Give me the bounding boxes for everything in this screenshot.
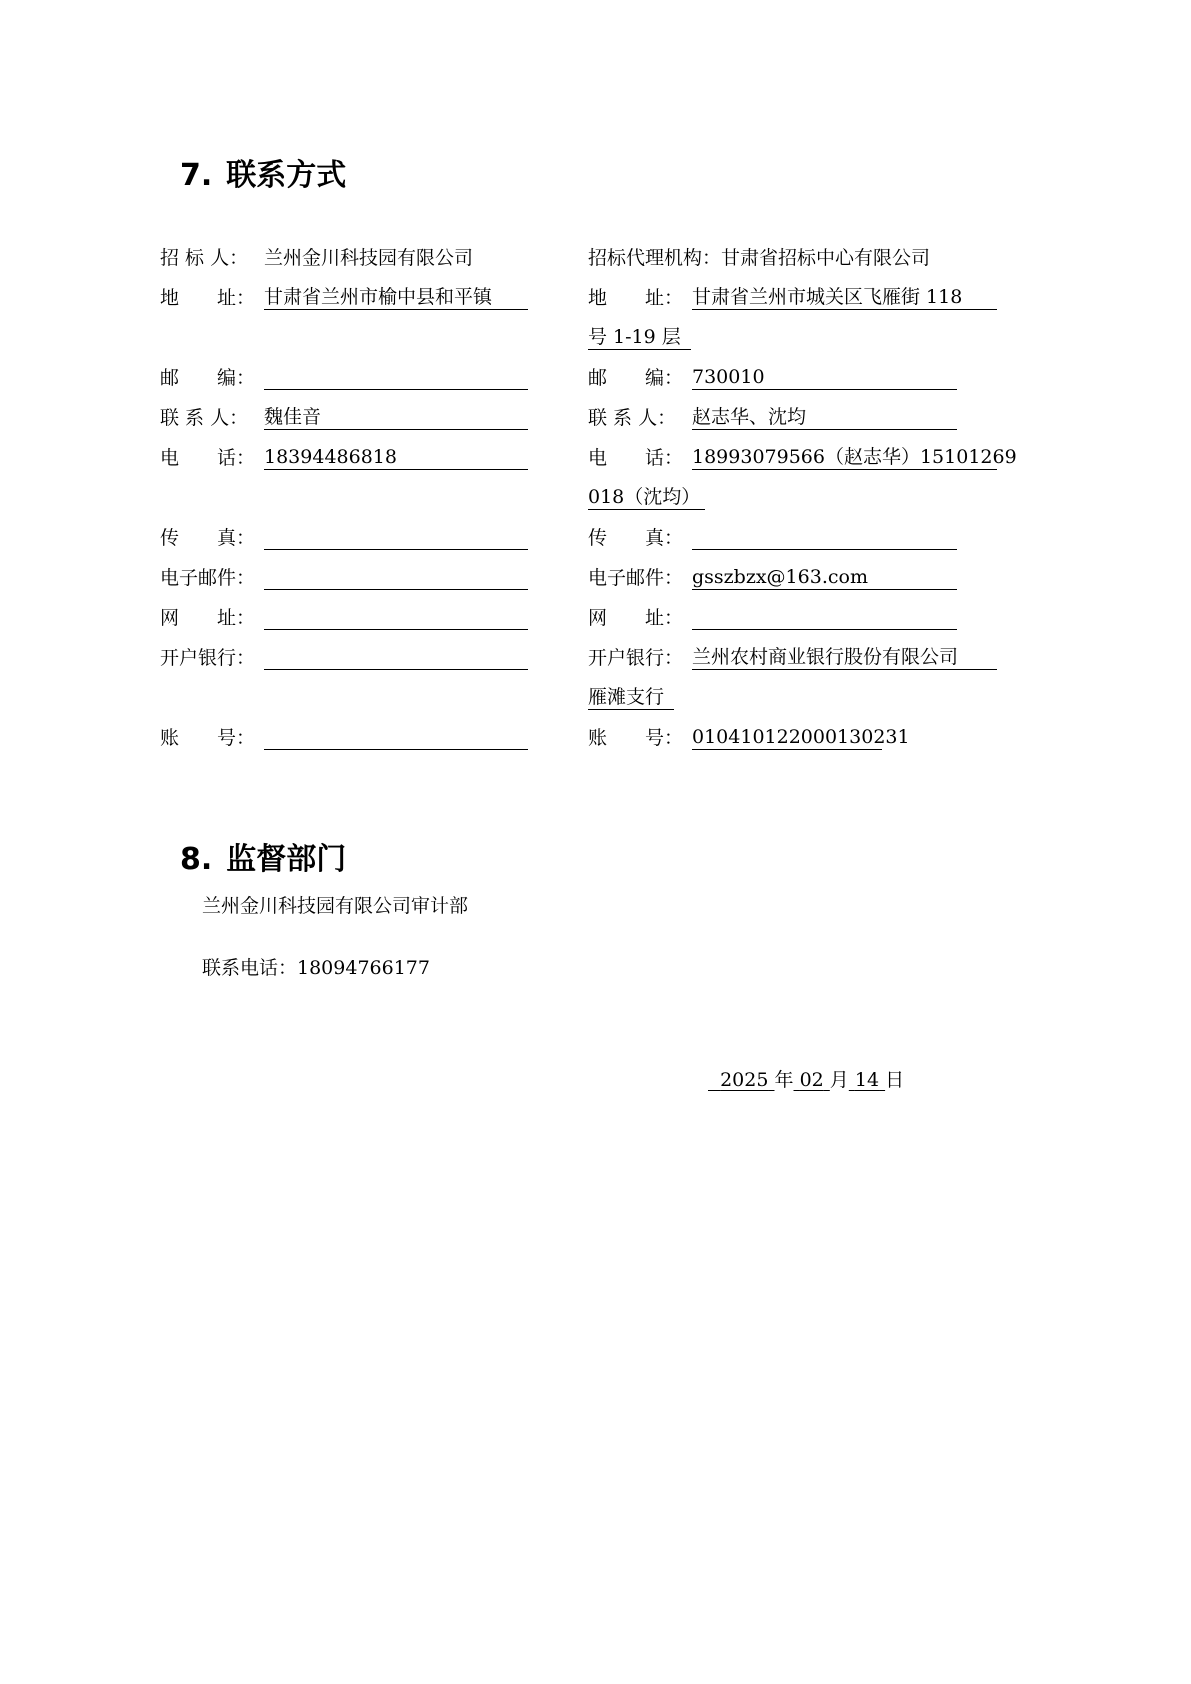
tenderer-name-label: 招 标 人： — [160, 247, 249, 269]
agency-contact-row — [588, 398, 957, 438]
supervision-phone: 联系电话：18094766177 — [202, 957, 430, 979]
agency-bank-value-line1: 兰州农村商业银行股份有限公司 — [692, 645, 997, 670]
tenderer-phone-label: 电 话： — [160, 447, 256, 469]
tenderer-fax-row — [160, 518, 528, 558]
agency-fax-label: 传 真： — [588, 527, 684, 549]
date-month: 02 — [799, 1069, 824, 1091]
tenderer-email-value — [264, 565, 528, 590]
agency-email-value: gsszbzx@163.com — [692, 565, 957, 590]
tenderer-bank-label: 开户银行： — [160, 647, 256, 669]
agency-account-label: 账 号： — [588, 727, 684, 749]
tenderer-website-value — [264, 605, 528, 630]
tenderer-contact-label: 联 系 人： — [160, 407, 249, 429]
section-8-number: 8. — [180, 842, 213, 877]
agency-phone-row-2 — [588, 478, 705, 518]
date-year: 2025 — [720, 1069, 769, 1091]
agency-address-label: 地 址： — [588, 287, 684, 309]
agency-phone-label: 电 话： — [588, 447, 684, 469]
tenderer-email-row — [160, 558, 528, 598]
tenderer-phone-value: 18394486818 — [264, 445, 528, 470]
tenderer-address-row — [160, 278, 528, 318]
date-day: 14 — [854, 1069, 880, 1091]
agency-bank-label: 开户银行： — [588, 647, 684, 669]
tenderer-email-label: 电子邮件： — [160, 567, 256, 589]
tenderer-contact-value: 魏佳音 — [264, 405, 528, 430]
section-8-title: 监督部门 — [226, 842, 347, 877]
agency-contact-label: 联 系 人： — [588, 407, 677, 429]
agency-website-row — [588, 598, 957, 638]
agency-account-row — [588, 718, 910, 758]
agency-bank-row — [588, 638, 997, 678]
date-month-underline — [794, 1069, 830, 1091]
document-date — [708, 1064, 904, 1096]
agency-account-value: 010410122000130231 — [692, 726, 910, 748]
tenderer-website-label: 网 址： — [160, 607, 256, 629]
agency-postcode-label: 邮 编： — [588, 367, 684, 389]
tenderer-account-row — [160, 718, 528, 758]
tenderer-name-row — [160, 238, 473, 278]
tenderer-contact-row — [160, 398, 528, 438]
date-year-unit: 年 — [774, 1069, 794, 1091]
agency-address-row-2 — [588, 318, 691, 358]
tenderer-fax-value — [264, 525, 528, 550]
agency-phone-value-line2: 018（沈均） — [588, 485, 705, 510]
agency-name-row — [588, 238, 930, 278]
tenderer-postcode-label: 邮 编： — [160, 367, 256, 389]
tenderer-account-value — [264, 725, 528, 750]
tenderer-address-label: 地 址： — [160, 287, 256, 309]
tenderer-account-label: 账 号： — [160, 727, 256, 749]
agency-address-row — [588, 278, 997, 318]
agency-address-value-line1: 甘肃省兰州市城关区飞雁街 118 — [692, 285, 997, 310]
agency-phone-row — [588, 438, 1017, 478]
date-year-underline — [708, 1069, 775, 1091]
agency-bank-row-2 — [588, 678, 674, 718]
tenderer-fax-label: 传 真： — [160, 527, 256, 549]
agency-email-label: 电子邮件： — [588, 567, 684, 589]
section-7-heading — [180, 156, 346, 196]
agency-bank-value-line2: 雁滩支行 — [588, 685, 674, 710]
section-7-title: 联系方式 — [226, 158, 347, 193]
date-day-unit: 日 — [885, 1069, 905, 1091]
agency-postcode-value: 730010 — [692, 365, 957, 390]
agency-address-value-line2: 号 1-19 层 — [588, 325, 691, 350]
section-8-heading — [180, 840, 346, 880]
agency-website-label: 网 址： — [588, 607, 684, 629]
date-day-underline — [849, 1069, 885, 1091]
date-month-unit: 月 — [829, 1069, 849, 1091]
tenderer-bank-row — [160, 638, 528, 678]
agency-name-value: 甘肃省招标中心有限公司 — [721, 247, 931, 269]
tenderer-address-value: 甘肃省兰州市榆中县和平镇 — [264, 285, 528, 310]
tenderer-website-row — [160, 598, 528, 638]
agency-contact-value: 赵志华、沈均 — [692, 405, 957, 430]
agency-website-value — [692, 605, 957, 630]
section-7-number: 7. — [180, 158, 213, 193]
agency-name-label: 招标代理机构： — [588, 247, 722, 269]
tenderer-postcode-value — [264, 365, 528, 390]
agency-email-row — [588, 558, 957, 598]
tenderer-postcode-row — [160, 358, 528, 398]
supervision-department: 兰州金川科技园有限公司审计部 — [202, 895, 469, 917]
tenderer-phone-row — [160, 438, 528, 478]
tenderer-bank-value — [264, 645, 528, 670]
agency-fax-row — [588, 518, 957, 558]
agency-fax-value — [692, 525, 957, 550]
agency-postcode-row — [588, 358, 957, 398]
agency-phone-value-line1: 18993079566（赵志华）15101269 — [692, 446, 1017, 468]
tenderer-name-value: 兰州金川科技园有限公司 — [264, 247, 474, 269]
